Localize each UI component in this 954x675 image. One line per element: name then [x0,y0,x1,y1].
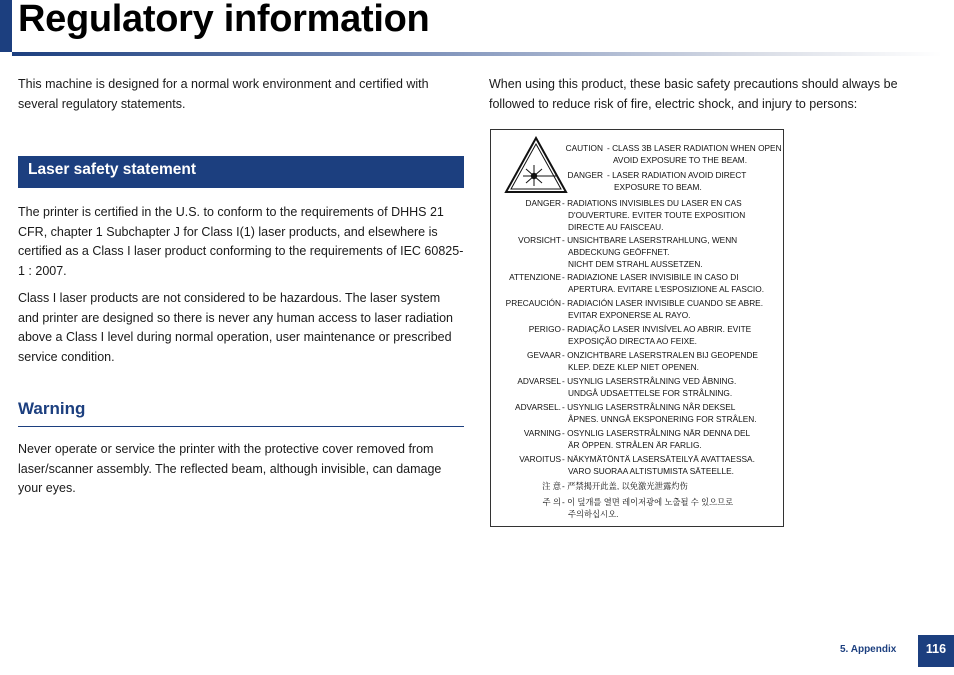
precautions-intro: When using this product, these basic safety precautions should always be followed to reduce risk of fire, electric shock, and injury to persons: [489,77,898,111]
warning-rule [18,426,464,427]
label-text: - RADIAÇÃO LASER INVISÍVEL AO ABRIR. EVITE [562,324,752,334]
label-text: DIRECTE AU FAISCEAU. [568,222,664,232]
label-text: D'OUVERTURE. EVITER TOUTE EXPOSITION [568,210,746,220]
warning-paragraph: Never operate or service the printer with the protective cover removed from laser/scanner assembly. The reflected beam, although invisible, can damage your eyes. [18,442,442,495]
label-text: ÅPNES. UNNGÅ EKSPONERING FOR STRÅLEN. [568,414,757,424]
label-text: VARO SUORAA ALTISTUMISTA SÄTEELLE. [568,466,734,476]
label-text: APERTURA. EVITARE L'ESPOSIZIONE AL FASCIO. [568,284,765,294]
page-number: 116 [918,635,954,667]
label-tag: 주 의 [542,497,561,507]
label-text: - CLASS 3B LASER RADIATION WHEN OPEN [607,143,782,153]
label-text: EXPOSURE TO BEAM. [614,182,702,192]
label-text: - 严禁揭开此盖, 以免激光泄露灼伤 [562,481,688,491]
label-tag: ADVARSEL [517,376,561,386]
label-tag: VARNING [523,428,561,438]
label-text: NICHT DEM STRAHL AUSSETZEN. [568,259,703,269]
label-tag: PERIGO [528,324,561,334]
label-tag: DANGER [525,198,561,208]
label-text: AVOID EXPOSURE TO THE BEAM. [613,155,748,165]
label-text: - NÄKYMÄTÖNTÄ LASERSÄTEILYÄ AVATTAESSA. [562,454,755,464]
label-text: EXPOSIÇÃO DIRECTA AO FEIXE. [568,336,697,346]
laser-safety-heading: Laser safety statement [28,161,196,178]
label-text: - USYNLIG LASERSTRÅLNING VED ÅBNING. [562,376,737,386]
label-text: - USYNLIG LASERSTRÅLNING NÅR DEKSEL [562,402,736,412]
intro-paragraph: This machine is designed for a normal work environment and certified with several regulatory statements. [18,77,429,111]
label-text: ABDECKUNG GEÖFFNET. [568,247,670,257]
label-tag: ADVARSEL. [515,402,561,412]
label-text: UNDGÅ UDSAETTELSE FOR STRÅLNING. [568,388,733,398]
label-text: - RADIATIONS INVISIBLES DU LASER EN CAS [562,198,742,208]
laser-safety-heading-box [18,156,464,188]
label-text: 주의하십시오. [568,509,619,519]
title-accent-bar [0,0,12,52]
label-text: - 이 덮개를 열면 레이저광에 노출될 수 있으므로 [562,497,734,507]
title-underline [12,52,942,56]
label-tag: VORSICHT [518,235,561,245]
label-tag: PRECAUCIÓN [505,298,561,308]
laser-warning-label [490,129,784,527]
label-text: ÄR ÖPPEN. STRÅLEN ÄR FARLIG. [568,440,702,450]
label-text: EVITAR EXPONERSE AL RAYO. [568,310,691,320]
page-title: Regulatory information [18,0,430,40]
label-tag: GEVAAR [527,350,561,360]
label-text: KLEP. DEZE KLEP NIET OPENEN. [568,362,699,372]
laser-paragraph-1: The printer is certified in the U.S. to conform to the requirements of DHHS 21 CFR, chapter 1 Subchapter J for Class I(1) laser products, and elsewhere is certified as a Class I laser product conforming to the requirements of IEC 60825-1 : 2007. [18,205,464,278]
label-text: - ONZICHTBARE LASERSTRALEN BIJ GEOPENDE [562,350,758,360]
label-tag: 注 意 [542,481,561,491]
label-text: - RADIACIÓN LASER INVISIBLE CUANDO SE ABRE. [562,298,764,308]
label-tag: ATTENZIONE [509,272,561,282]
label-text: - RADIAZIONE LASER INVISIBILE IN CASO DI [562,272,739,282]
label-text: - UNSICHTBARE LASERSTRAHLUNG, WENN [562,235,738,245]
laser-paragraph-2: Class I laser products are not considered to be hazardous. The laser system and printer are designed so there is never any human access to laser radiation above a Class I level during normal operation, user maintenance or prescribed service condition. [18,291,453,364]
label-text: - OSYNLIG LASERSTRÅLNING NÄR DENNA DEL [562,428,751,438]
label-tag-danger: DANGER [567,170,603,180]
label-tag: VAROITUS [519,454,561,464]
label-text: - LASER RADIATION AVOID DIRECT [607,170,747,180]
warning-heading: Warning [18,399,86,418]
label-tag-caution: CAUTION [565,143,603,153]
footer-section: 5. Appendix [840,644,897,655]
